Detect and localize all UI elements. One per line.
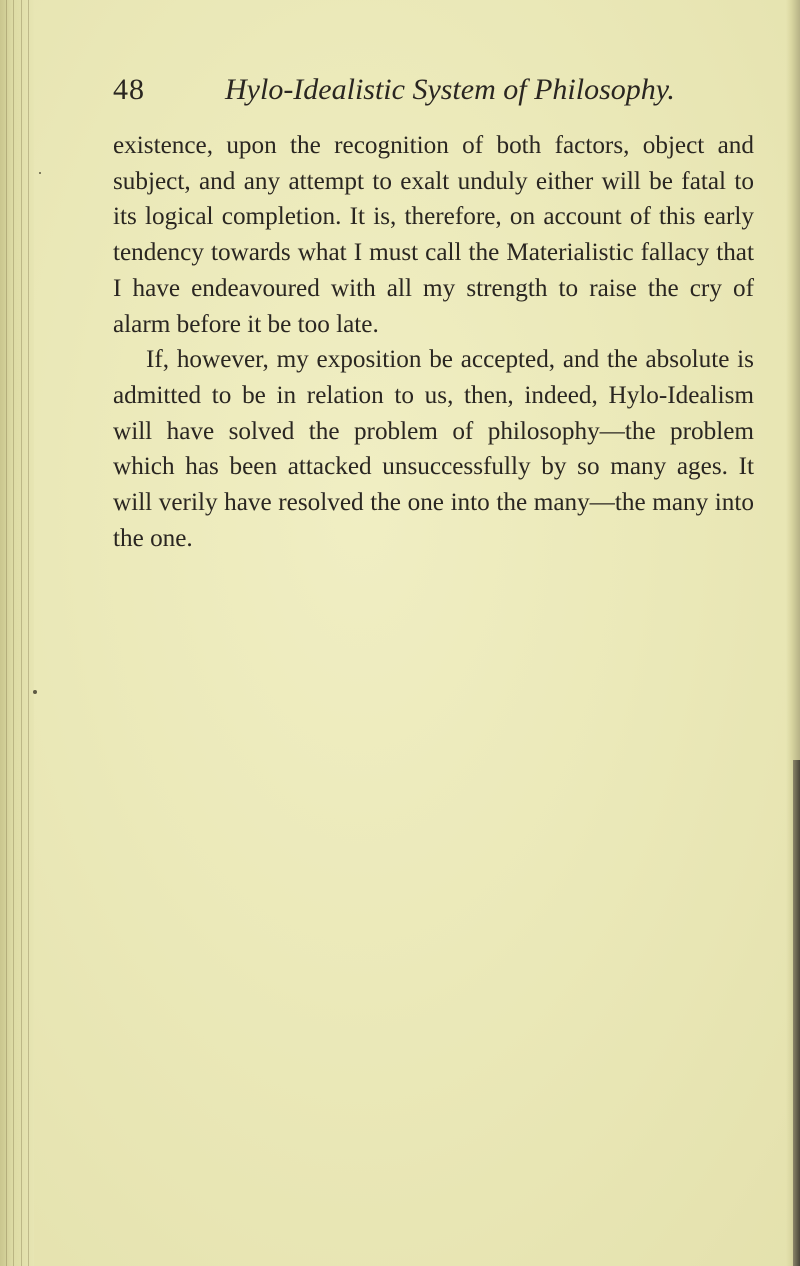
page-number: 48 [113, 73, 145, 106]
paper-speck [39, 172, 41, 174]
paragraph: existence, upon the recognition of both factors, object and subject, and any attempt to exalt unduly either will be fatal to its logical completion. It is, therefore, on account of this early tendency towards what I must call the Materialistic fallacy that I have endeavoured with all my strength to raise the cry of alarm before it be too late. [113, 132, 754, 338]
body-text [113, 128, 754, 556]
page-edge-shadow [793, 760, 800, 1266]
running-title: Hylo-Idealistic System of Philosophy. [225, 73, 675, 106]
paragraph: If, however, my exposition be accepted, and the absolute is admitted to be in relation to us, then, indeed, Hylo-Idealism will have solved the problem of philosophy—the problem which has been attacked unsuccessfully by so many ages. It will verily have resolved the one into the many—the many into the one. [113, 346, 754, 552]
gutter-line [13, 0, 14, 1266]
paper-speck [33, 690, 37, 694]
gutter-line [28, 0, 29, 1266]
gutter-line [21, 0, 22, 1266]
gutter-line [6, 0, 7, 1266]
running-header [113, 70, 733, 110]
